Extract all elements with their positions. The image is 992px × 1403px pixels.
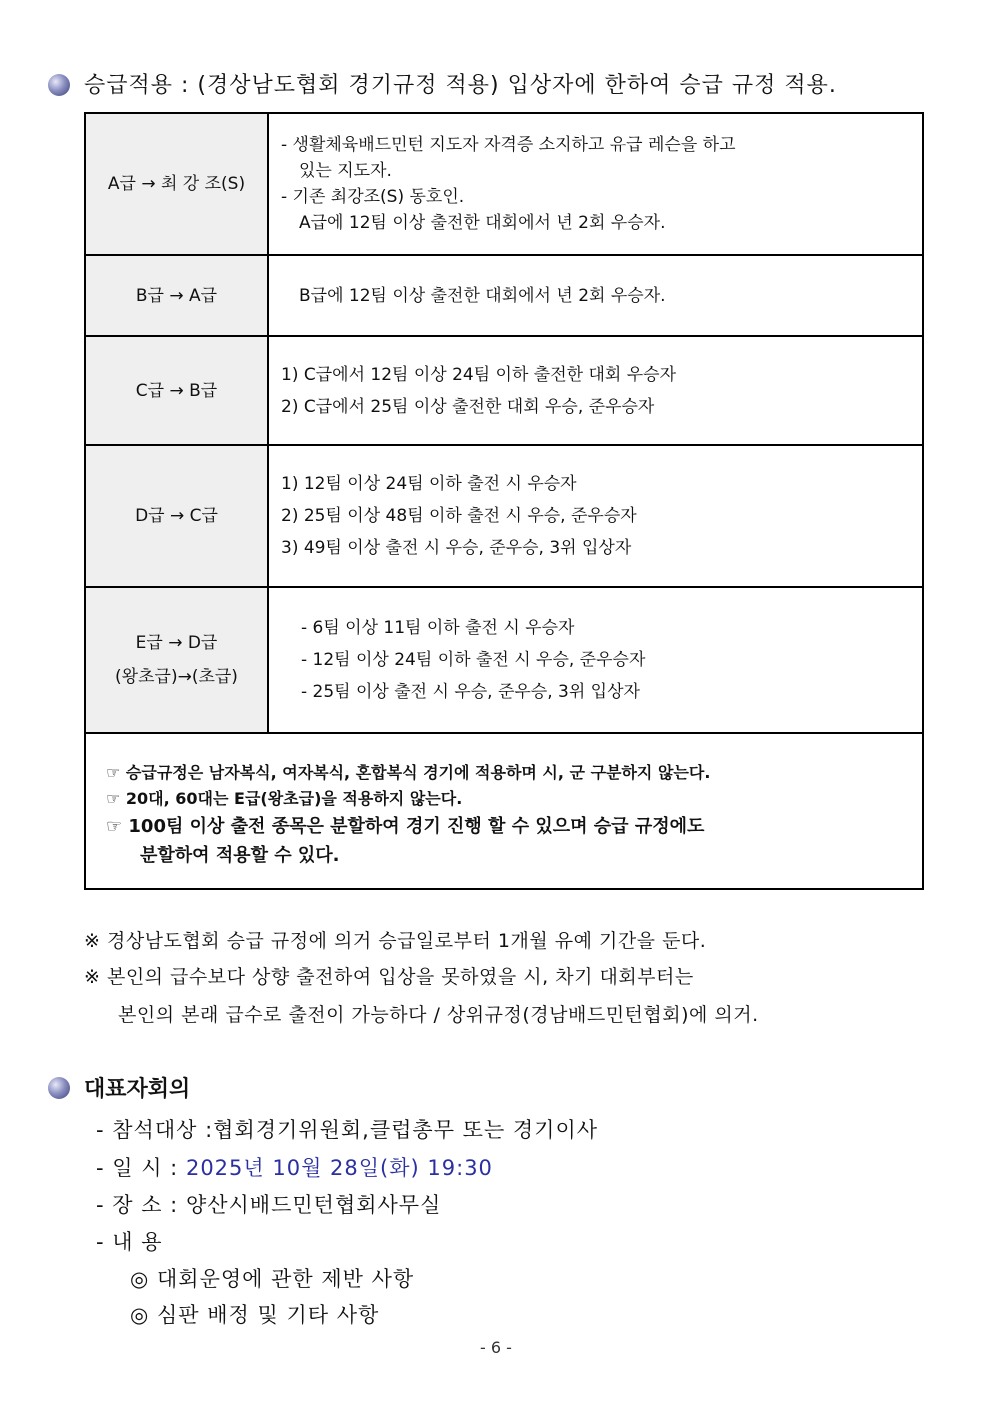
notes-row <box>85 733 923 889</box>
note-line: ☞ 100팀 이상 출전 종목은 분할하여 경기 진행 할 수 있으며 승급 규정에도 <box>106 816 705 837</box>
meeting-content-item: ◎ 심판 배정 및 기타 사항 <box>130 1303 380 1327</box>
remark-line: 본인의 본래 급수로 출전이 가능하다 / 상위규정(경남배드민턴협회)에 의거. <box>118 1004 759 1026</box>
promotion-table <box>84 112 924 890</box>
note-line: ☞ 20대, 60대는 E급(왕초급)을 적용하지 않는다. <box>106 789 463 808</box>
date-value: 2025년 10월 28일(화) 19:30 <box>185 1156 493 1180</box>
promotion-heading: 승급적용 : (경상남도협회 경기규정 적용) 입상자에 한하여 승급 규정 적용. <box>84 73 837 98</box>
row-content: - 생활체육배드민턴 지도자 자격증 소지하고 유급 레슨을 하고 있는 지도자. - 기존 최강조(S) 동호인. A급에 12팀 이상 출전한 대회에서 년 2회 우승자. <box>268 113 923 255</box>
attendees-value: 협회경기위원회,클럽총무 또는 경기이사 <box>213 1118 599 1142</box>
row-label: D급 → C급 <box>85 445 268 587</box>
table-row <box>85 113 923 255</box>
row-label: E급 → D급 (왕초급)→(초급) <box>85 587 268 733</box>
row-label: A급 → 최 강 조(S) <box>85 113 268 255</box>
meeting-heading: 대표자회의 <box>84 1077 191 1102</box>
meeting-content-label: - 내 용 <box>96 1230 163 1254</box>
row-content: 1) 12팀 이상 24팀 이하 출전 시 우승자 2) 25팀 이상 48팀 이하 출전 시 우승, 준우승자 3) 49팀 이상 출전 시 우승, 준우승, 3위 입상자 <box>268 445 923 587</box>
remark-line: ※ 경상남도협회 승급 규정에 의거 승급일로부터 1개월 유예 기간을 둔다. <box>84 930 707 952</box>
meeting-place <box>96 1189 441 1219</box>
table-row <box>85 255 923 336</box>
meeting-content-item: ◎ 대회운영에 관한 제반 사항 <box>130 1267 415 1291</box>
place-label: - 장 소 : <box>96 1193 179 1217</box>
meeting-date <box>96 1152 493 1182</box>
date-label: - 일 시 : <box>96 1156 179 1180</box>
row-content: - 6팀 이상 11팀 이하 출전 시 우승자 - 12팀 이상 24팀 이하 출전 시 우승, 준우승자 - 25팀 이상 출전 시 우승, 준우승, 3위 입상자 <box>268 587 923 733</box>
row-label: C급 → B급 <box>85 336 268 445</box>
page-number: - 6 - <box>480 1338 512 1357</box>
section-bullet-icon <box>48 74 70 96</box>
note-line: ☞ 승급규정은 남자복식, 여자복식, 혼합복식 경기에 적용하며 시, 군 구분하지 않는다. <box>106 763 711 782</box>
table-row <box>85 587 923 733</box>
notes-cell <box>85 733 923 889</box>
table-row <box>85 336 923 445</box>
meeting-attendees <box>96 1114 598 1144</box>
note-line: 분할하여 적용할 수 있다. <box>140 845 340 866</box>
attendees-label: - 참석대상 : <box>96 1118 214 1142</box>
remark-line: ※ 본인의 급수보다 상향 출전하여 입상을 못하였을 시, 차기 대회부터는 <box>84 966 694 988</box>
place-value: 양산시배드민턴협회사무실 <box>185 1193 442 1217</box>
table-row <box>85 445 923 587</box>
row-content: 1) C급에서 12팀 이상 24팀 이하 출전한 대회 우승자 2) C급에서 25팀 이상 출전한 대회 우승, 준우승자 <box>268 336 923 445</box>
row-content: B급에 12팀 이상 출전한 대회에서 년 2회 우승자. <box>268 255 923 336</box>
row-label: B급 → A급 <box>85 255 268 336</box>
section-bullet-icon <box>48 1077 70 1099</box>
